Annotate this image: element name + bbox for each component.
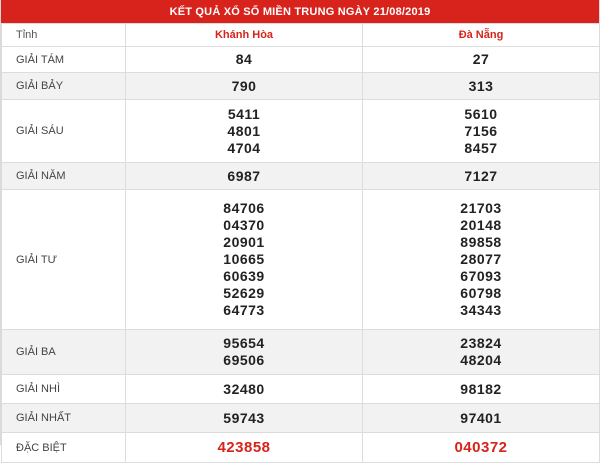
khanh-hoa-numbers — [126, 190, 363, 330]
prize-number: 95654 — [223, 335, 265, 351]
prize-number: 98182 — [460, 380, 502, 397]
prize-number: 34343 — [460, 302, 502, 318]
prize-number: 04370 — [223, 217, 265, 233]
prize-number: 790 — [231, 77, 257, 94]
khanh-hoa-numbers — [126, 47, 363, 73]
special-prize-number: 040372 — [454, 439, 508, 456]
prize-number: 97401 — [460, 409, 502, 426]
da-nang-numbers — [363, 73, 600, 100]
province-khanh-hoa[interactable]: Khánh Hòa — [126, 24, 363, 47]
prize-number: 69506 — [223, 352, 265, 368]
results-grid — [1, 23, 600, 463]
khanh-hoa-numbers — [126, 404, 363, 433]
prize-number: 8457 — [464, 139, 498, 156]
prize-label: GIẢI NĂM — [2, 163, 126, 190]
prize-label: ĐẶC BIỆT — [2, 433, 126, 463]
prize-number: 60639 — [223, 268, 265, 284]
prize-label: GIẢI NHẤT — [2, 404, 126, 433]
prize-number: 84706 — [223, 200, 265, 216]
prize-number: 21703 — [460, 200, 502, 216]
results-title: KẾT QUẢ XỔ SỐ MIỀN TRUNG NGÀY 21/08/2019 — [1, 0, 599, 23]
da-nang-numbers — [363, 375, 600, 404]
khanh-hoa-numbers — [126, 433, 363, 463]
prize-row — [2, 163, 600, 190]
prize-row — [2, 47, 600, 73]
header-row — [2, 24, 600, 47]
khanh-hoa-numbers — [126, 73, 363, 100]
prize-number: 59743 — [223, 409, 265, 426]
prize-number: 313 — [468, 77, 494, 94]
province-header-label: Tỉnh — [2, 24, 126, 47]
prize-number: 89858 — [460, 234, 502, 250]
prize-label: GIẢI TÁM — [2, 47, 126, 73]
prize-number: 64773 — [223, 302, 265, 318]
prize-number: 5411 — [227, 105, 261, 122]
prize-label: GIẢI BẢY — [2, 73, 126, 100]
prize-number: 20901 — [223, 234, 265, 250]
prize-row — [2, 375, 600, 404]
prize-row — [2, 100, 600, 163]
prize-number: 20148 — [460, 217, 502, 233]
da-nang-numbers — [363, 433, 600, 463]
special-prize-number: 423858 — [217, 439, 271, 456]
prize-row — [2, 433, 600, 463]
prize-number: 32480 — [223, 380, 265, 397]
da-nang-numbers — [363, 190, 600, 330]
prize-number: 52629 — [223, 285, 265, 301]
da-nang-numbers — [363, 47, 600, 73]
khanh-hoa-numbers — [126, 330, 363, 375]
prize-row — [2, 190, 600, 330]
da-nang-numbers — [363, 404, 600, 433]
province-da-nang[interactable]: Đà Nẵng — [363, 24, 600, 47]
prize-label: GIẢI SÁU — [2, 100, 126, 163]
prize-label: GIẢI NHÌ — [2, 375, 126, 404]
prize-number: 67093 — [460, 268, 502, 284]
da-nang-numbers — [363, 163, 600, 190]
prize-number: 48204 — [460, 352, 502, 368]
khanh-hoa-numbers — [126, 100, 363, 163]
khanh-hoa-numbers — [126, 163, 363, 190]
prize-label: GIẢI TƯ — [2, 190, 126, 330]
prize-number: 6987 — [227, 167, 261, 184]
prize-number: 4801 — [227, 122, 261, 139]
prize-number: 84 — [235, 51, 253, 67]
prize-label: GIẢI BA — [2, 330, 126, 375]
prize-number: 4704 — [227, 139, 261, 156]
prize-number: 23824 — [460, 335, 502, 351]
prize-row — [2, 330, 600, 375]
prize-number: 28077 — [460, 251, 502, 267]
da-nang-numbers — [363, 330, 600, 375]
prize-row — [2, 404, 600, 433]
prize-number: 60798 — [460, 285, 502, 301]
prize-number: 5610 — [464, 105, 498, 122]
khanh-hoa-numbers — [126, 375, 363, 404]
prize-number: 27 — [472, 51, 490, 67]
da-nang-numbers — [363, 100, 600, 163]
prize-number: 7127 — [464, 167, 498, 184]
prize-row — [2, 73, 600, 100]
prize-number: 10665 — [223, 251, 265, 267]
prize-number: 7156 — [464, 122, 498, 139]
